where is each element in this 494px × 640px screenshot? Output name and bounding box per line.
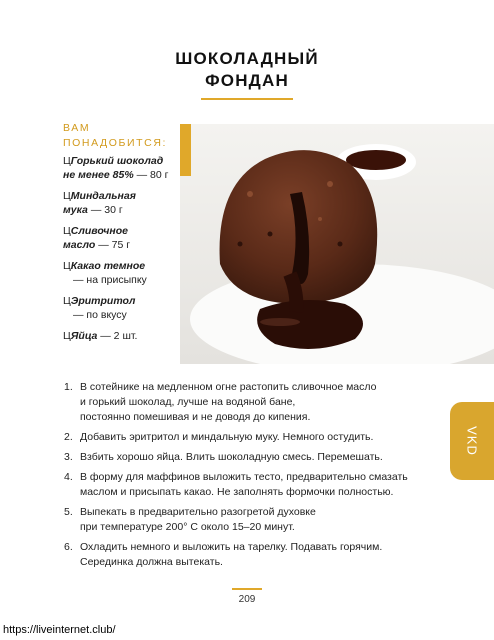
step-item xyxy=(64,505,454,535)
step-text: Охладить немного и выложить на тарелку. Подавать горячим. xyxy=(80,541,383,553)
ingredients-list xyxy=(63,154,181,350)
step-text: Добавить эритритол и миндальную муку. Немного остудить. xyxy=(80,431,374,443)
fondant-illustration xyxy=(180,124,494,364)
page-number: 209 xyxy=(238,594,256,605)
ingredient-item xyxy=(63,259,181,287)
ingredients-heading-line-1: ВАМ xyxy=(63,122,91,134)
ingredient-qty: — 30 г xyxy=(90,204,123,216)
ingredients-heading-line-2: ПОНАДОБИТСЯ: xyxy=(63,137,168,149)
step-number: 3. xyxy=(64,451,73,463)
source-url: https://liveinternet.club/ xyxy=(3,624,116,636)
ingredient-item xyxy=(63,329,181,343)
ingredient-marker: Ц xyxy=(63,155,71,167)
ingredient-name: Горький шоколад xyxy=(70,155,164,167)
step-item xyxy=(64,380,454,425)
step-text: В форму для маффинов выложить тесто, предварительно смазать xyxy=(80,471,408,483)
step-text: и горький шоколад, лучше на водяной бане, xyxy=(80,396,296,408)
ingredient-name: Какао темное xyxy=(70,260,146,272)
step-text: Серединка должна вытекать. xyxy=(80,556,223,568)
step-item xyxy=(64,470,454,500)
ingredient-name: Эритритол xyxy=(70,295,136,307)
ingredient-qty: — 2 шт. xyxy=(100,330,138,342)
step-text: В сотейнике на медленном огне растопить сливочное масло xyxy=(80,381,377,393)
step-number: 2. xyxy=(64,431,73,443)
step-text: постоянно помешивая и не доводя до кипения. xyxy=(80,411,311,423)
ingredient-name: масло xyxy=(63,239,96,251)
step-text: маслом и присыпать какао. Не заполнять формочки полностью. xyxy=(80,486,394,498)
ingredient-qty: — 80 г xyxy=(136,169,169,181)
ingredient-qty: — на присыпку xyxy=(73,274,147,286)
title-line-1: ШОКОЛАДНЫЙ xyxy=(175,49,319,68)
ingredient-qty: — 75 г xyxy=(98,239,131,251)
ingredient-name: Миндальная xyxy=(70,190,136,202)
ingredient-item xyxy=(63,189,181,217)
title-line-2: ФОНДАН xyxy=(205,71,289,90)
ingredient-marker: Ц xyxy=(63,190,71,202)
photo-accent-bar xyxy=(180,124,191,176)
step-number: 4. xyxy=(64,471,73,483)
ingredient-marker: Ц xyxy=(63,330,71,342)
ingredient-marker: Ц xyxy=(63,260,71,272)
step-text: при температуре 200° С около 15–20 минут. xyxy=(80,521,295,533)
step-item xyxy=(64,430,454,445)
ingredient-name: Яйца xyxy=(70,330,98,342)
chapter-side-tab-label: VKD xyxy=(464,426,480,456)
sauce-bowl xyxy=(346,150,406,170)
ingredient-name: мука xyxy=(63,204,88,216)
page-number-rule xyxy=(232,588,262,590)
ingredient-marker: Ц xyxy=(63,295,71,307)
step-item xyxy=(64,450,454,465)
step-text: Взбить хорошо яйца. Влить шоколадную смесь. Перемешать. xyxy=(80,451,383,463)
ingredient-marker: Ц xyxy=(63,225,71,237)
ingredient-item xyxy=(63,294,181,322)
ingredient-item xyxy=(63,154,181,182)
ingredient-qty: — по вкусу xyxy=(73,309,127,321)
recipe-title xyxy=(0,48,494,92)
ingredient-name: не менее 85% xyxy=(63,169,134,181)
ingredient-name: Сливочное xyxy=(70,225,128,237)
step-number: 6. xyxy=(64,541,73,553)
step-number: 5. xyxy=(64,506,73,518)
step-item xyxy=(64,540,454,570)
step-text: Выпекать в предварительно разогретой духовке xyxy=(80,506,316,518)
chapter-side-tab xyxy=(450,402,494,480)
ingredient-item xyxy=(63,224,181,252)
title-underline xyxy=(201,98,293,100)
fondant-photo xyxy=(180,124,494,364)
instruction-steps xyxy=(64,380,454,575)
ingredients-heading xyxy=(63,121,173,151)
step-number: 1. xyxy=(64,381,73,393)
